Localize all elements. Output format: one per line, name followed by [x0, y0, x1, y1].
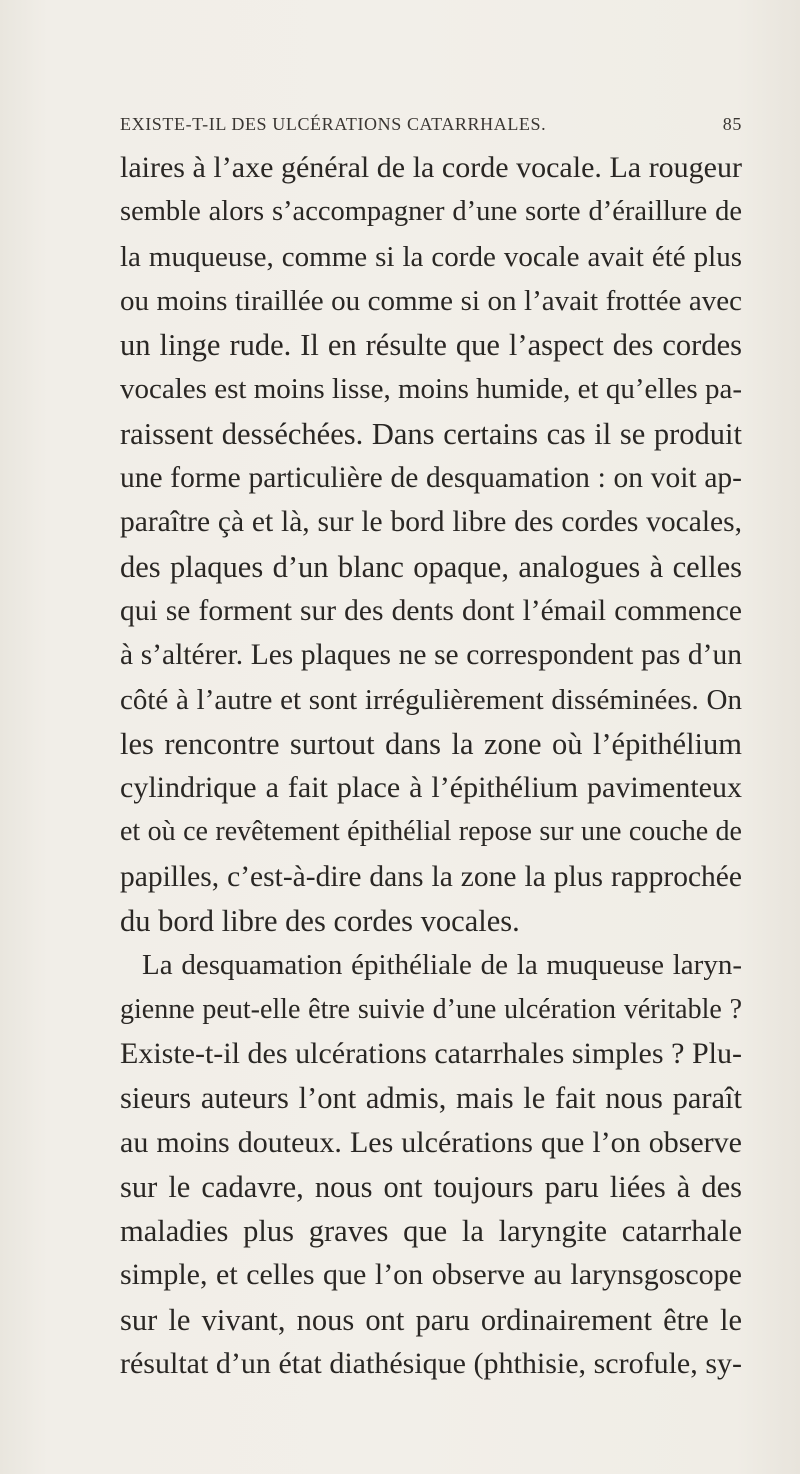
text-line: la muqueuse, comme si la corde vocale avait été plus: [120, 240, 742, 273]
text-line: sieurs auteurs l’ont admis, mais le fait nous paraît: [120, 1081, 742, 1116]
text-line: des plaques d’un blanc opaque, analogues à celles: [120, 549, 742, 584]
text-line: gienne peut-elle être suivie d’une ulcération véritable ?: [120, 993, 742, 1025]
text-line: laires à l’axe général de la corde vocale. La rougeur: [120, 151, 742, 184]
text-line: au moins douteux. Les ulcérations que l’on observe: [120, 1125, 742, 1159]
text-line: vocales est moins lisse, moins humide, et qu’elles pa-: [120, 373, 742, 406]
paragraph-end-line: du bord libre des cordes vocales.: [120, 904, 520, 939]
text-line: résultat d’un état diathésique (phthisie, scrofule, sy-: [120, 1347, 742, 1381]
text-line: à s’altérer. Les plaques ne se correspondent pas d’un: [120, 639, 742, 672]
text-line: qui se forment sur des dents dont l’émail commence: [120, 594, 742, 627]
paragraph-start-line: La desquamation épithéliale de la muqueuse laryn-: [142, 949, 742, 982]
text-line: un linge rude. Il en résulte que l’aspect des cordes: [120, 328, 742, 363]
text-line: sur le vivant, nous ont paru ordinairement être le: [120, 1302, 742, 1337]
body-text: [120, 146, 742, 1386]
page-number: 85: [722, 114, 742, 134]
text-line: paraître çà et là, sur le bord libre des cordes vocales,: [120, 506, 742, 539]
text-line: cylindrique a fait place à l’épithélium pavimenteux: [120, 771, 742, 805]
text-line: les rencontre surtout dans la zone où l’épithélium: [120, 726, 742, 761]
text-line: côté à l’autre et sont irrégulièrement disséminées. On: [120, 683, 742, 716]
text-line: Existe-t-il des ulcérations catarrhales simples ? Plu-: [120, 1036, 742, 1070]
text-line: papilles, c’est-à-dire dans la zone la plus rapprochée: [120, 860, 742, 893]
text-line: raissent desséchées. Dans certains cas il se produit: [120, 416, 742, 451]
text-line: une forme particulière de desquamation : on voit ap-: [120, 462, 742, 495]
running-title: EXISTE-T-IL DES ULCÉRATIONS CATARRHALES.: [120, 114, 547, 134]
text-line: simple, et celles que l’on observe au larynsgoscope: [120, 1258, 742, 1292]
text-line: semble alors s’accompagner d’une sorte d’éraillure de: [120, 196, 742, 228]
text-line: sur le cadavre, nous ont toujours paru liées à des: [120, 1169, 742, 1204]
running-head: [120, 114, 742, 140]
text-line: ou moins tiraillée ou comme si on l’avait frottée avec: [120, 284, 742, 317]
text-line: et où ce revêtement épithélial repose sur une couche de: [120, 816, 742, 848]
text-line: maladies plus graves que la laryngite catarrhale: [120, 1214, 742, 1249]
